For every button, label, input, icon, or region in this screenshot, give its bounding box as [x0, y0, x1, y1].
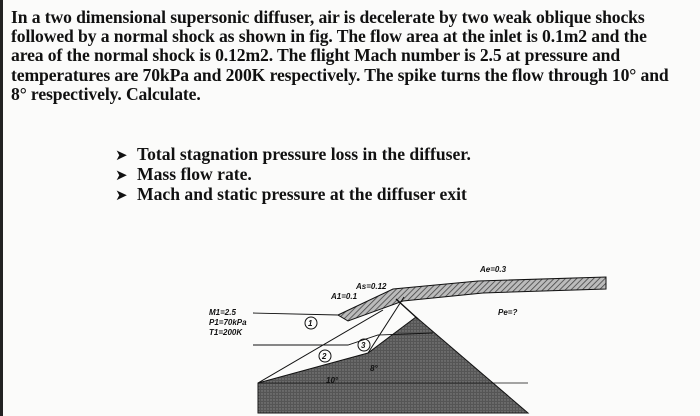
exit-pressure-label: Pe=?	[498, 308, 518, 317]
task-list	[115, 145, 471, 205]
streamline	[253, 313, 338, 315]
diffuser-figure	[198, 255, 700, 416]
task-text: Mass flow rate.	[137, 164, 252, 184]
problem-line: area of the normal shock is 0.12m2. The flight Mach number is 2.5 at pressure and	[11, 45, 621, 66]
region-3-label: 3	[361, 341, 366, 350]
region-1-label: 1	[308, 319, 313, 328]
inlet-temperature: T1=200K	[209, 328, 243, 337]
problem-line: 8° respectively. Calculate.	[11, 83, 201, 104]
problem-line: followed by a normal shock as shown in fig. The flow area at the inlet is 0.1m2 and the	[11, 26, 647, 47]
task-item	[115, 145, 471, 165]
spike-body	[258, 317, 528, 413]
shock-area-label: As=0.12	[356, 282, 387, 291]
inlet-area-label: A1=0.1	[331, 292, 358, 301]
arrow-bullet-icon: ➤	[115, 166, 128, 184]
problem-statement	[11, 8, 695, 104]
task-item	[115, 185, 471, 205]
arrow-bullet-icon: ➤	[115, 186, 128, 204]
angle-1-label: 10°	[326, 376, 339, 385]
inlet-pressure: P1=70kPa	[209, 318, 247, 327]
normal-shock	[396, 299, 418, 319]
task-text: Mach and static pressure at the diffuser exit	[137, 184, 467, 204]
angle-2-label: 8°	[370, 364, 378, 373]
exit-area-label: Ae=0.3	[480, 265, 507, 274]
inlet-mach: M1=2.5	[209, 308, 236, 317]
problem-line: In a two dimensional supersonic diffuser, air is decelerate by two weak oblique shocks	[11, 7, 645, 27]
problem-line: temperatures are 70kPa and 200K respectively. The spike turns the flow through 10° and	[11, 64, 669, 85]
arrow-bullet-icon: ➤	[115, 146, 128, 164]
task-item	[115, 165, 471, 185]
task-text: Total stagnation pressure loss in the diffuser.	[137, 144, 471, 164]
region-2-label: 2	[322, 352, 327, 361]
